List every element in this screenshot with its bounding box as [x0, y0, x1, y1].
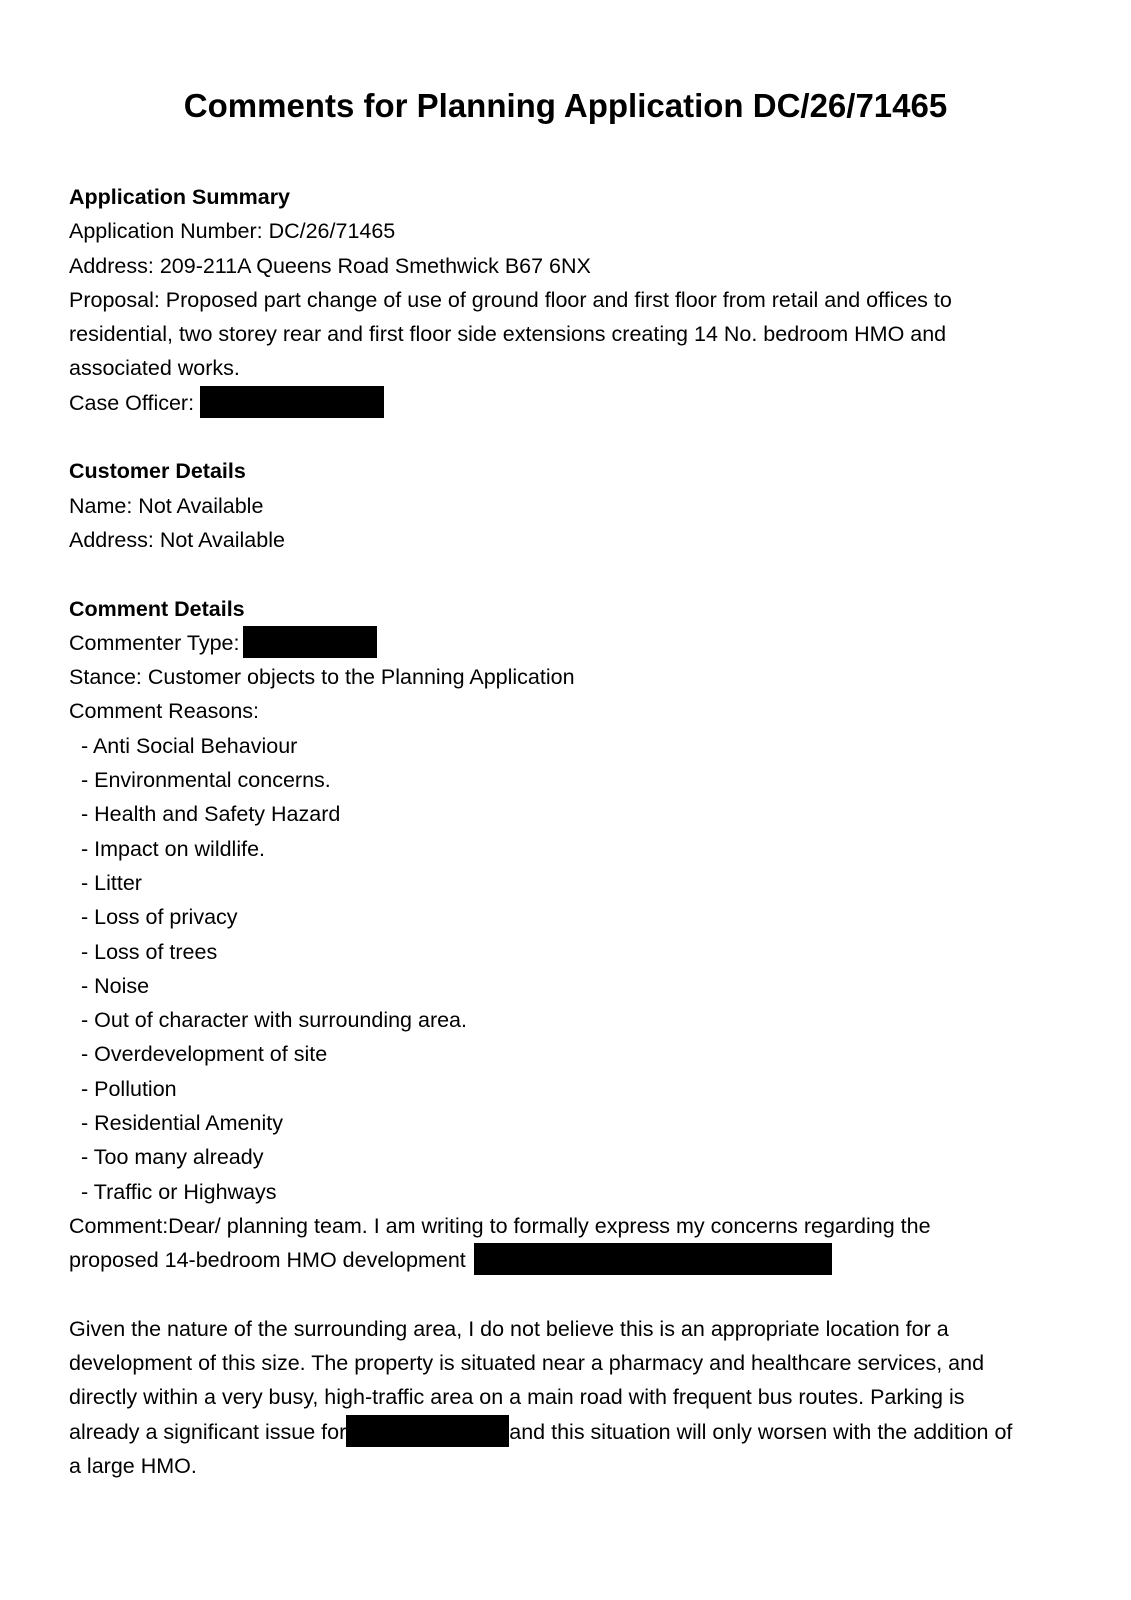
- comment-text-line-with-redaction: [69, 1243, 1069, 1277]
- comment-text-fragment: proposed 14-bedroom HMO development: [69, 1248, 466, 1273]
- application-summary-heading: Application Summary: [69, 185, 291, 209]
- comment-reason-item: - Pollution: [81, 1076, 177, 1101]
- comment-reason-item: - Loss of trees: [81, 939, 218, 964]
- comment-paragraph-line: Given the nature of the surrounding area, I do not believe this is an appropriate location for a: [69, 1316, 949, 1341]
- comment-details-heading: Comment Details: [69, 596, 245, 621]
- comment-reason-item: - Too many already: [81, 1145, 264, 1170]
- comment-reason-item: - Anti Social Behaviour: [81, 733, 298, 758]
- comment-reason-item: - Traffic or Highways: [81, 1179, 277, 1204]
- spacer: [69, 1278, 1069, 1312]
- commenter-type-label: Commenter Type:: [69, 630, 240, 655]
- street-redaction: [346, 1415, 509, 1447]
- comment-reason-item: - Residential Amenity: [81, 1111, 283, 1136]
- commenter-type-redaction: [243, 626, 377, 658]
- comment-paragraph-line-with-redaction: [69, 1415, 1069, 1449]
- application-number: Application Number: DC/26/71465: [69, 219, 396, 244]
- comment-reasons-label: Comment Reasons:: [69, 699, 259, 724]
- comment-reason-item: - Litter: [81, 870, 142, 895]
- spacer: [69, 557, 1069, 591]
- proposal-line: residential, two storey rear and first floor side extensions creating 14 No. bedroom HMO and: [69, 322, 947, 347]
- spacer: [69, 420, 1069, 454]
- application-address: Address: 209-211A Queens Road Smethwick B67 6NX: [69, 253, 591, 278]
- comment-reason-item: - Noise: [81, 973, 150, 998]
- comment-text-fragment: and this situation will only worsen with the addition of: [509, 1419, 1013, 1444]
- comment-paragraph-line: development of this size. The property is situated near a pharmacy and healthcare services, and: [69, 1351, 985, 1376]
- proposal-line: Proposal: Proposed part change of use of ground floor and first floor from retail and offices to: [69, 287, 952, 312]
- comment-reason-item: - Loss of privacy: [81, 905, 238, 930]
- comment-text-line: Comment:Dear/ planning team. I am writing to formally express my concerns regarding the: [69, 1213, 931, 1238]
- case-officer-row: [69, 386, 1069, 420]
- comment-reason-item: - Environmental concerns.: [81, 768, 331, 793]
- proposal-line: associated works.: [69, 356, 240, 381]
- location-redaction: [474, 1243, 832, 1275]
- page-title: Comments for Planning Application DC/26/71465: [183, 87, 948, 124]
- comment-reason-item: - Out of character with surrounding area.: [81, 1008, 467, 1033]
- comment-paragraph-line: directly within a very busy, high-traffic area on a main road with frequent bus routes. Parking is: [69, 1385, 965, 1410]
- stance: Stance: Customer objects to the Planning Application: [69, 665, 575, 690]
- comment-text-fragment: already a significant issue for: [69, 1419, 347, 1444]
- commenter-type-row: [69, 626, 1069, 660]
- comment-paragraph-line: a large HMO.: [69, 1453, 197, 1478]
- comment-reason-item: - Health and Safety Hazard: [81, 802, 341, 827]
- customer-name: Name: Not Available: [69, 493, 264, 518]
- customer-details-heading: Customer Details: [69, 459, 246, 484]
- comment-reason-item: - Overdevelopment of site: [81, 1042, 328, 1067]
- case-officer-label: Case Officer:: [69, 390, 195, 415]
- customer-address: Address: Not Available: [69, 527, 285, 552]
- comment-reason-item: - Impact on wildlife.: [81, 836, 266, 861]
- document-body: [69, 180, 1069, 1483]
- case-officer-redaction: [200, 386, 384, 418]
